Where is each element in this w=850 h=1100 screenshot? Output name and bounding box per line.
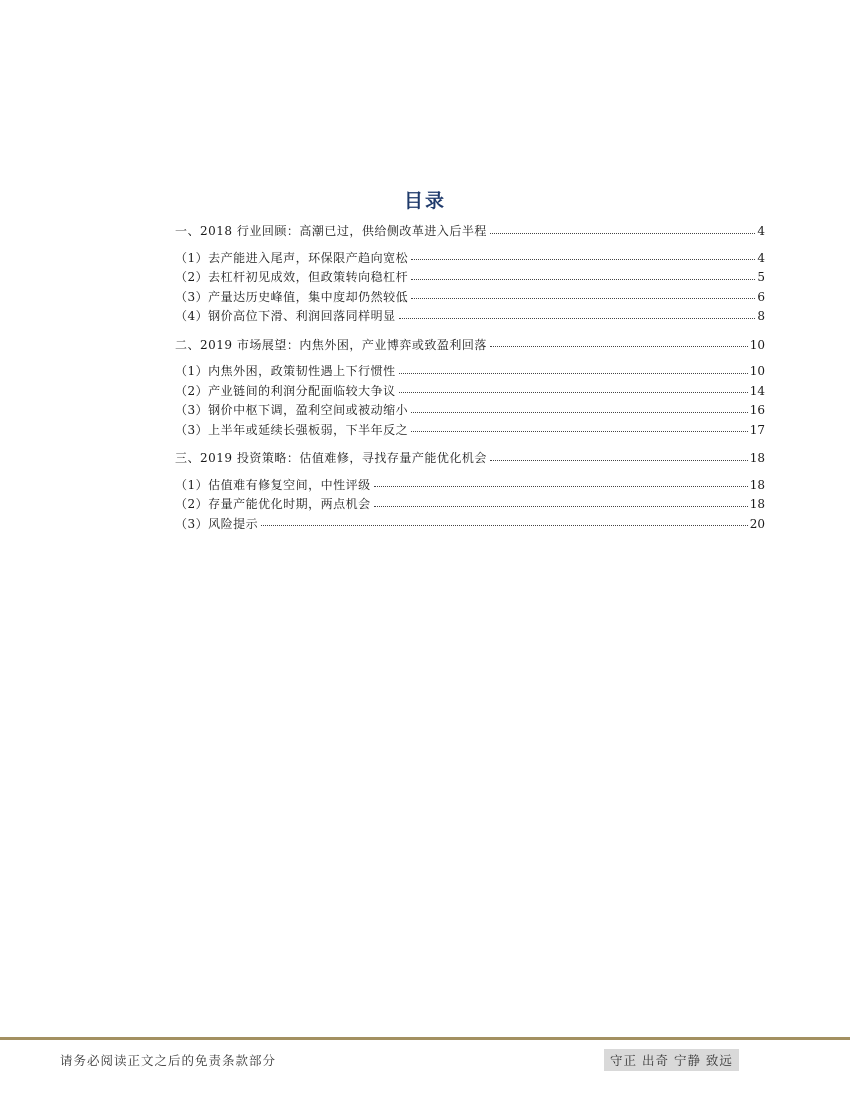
toc-entry-label: （2）存量产能优化时期，两点机会: [175, 497, 371, 511]
toc-entry-label: （3）上半年或延续长强板弱，下半年反之: [175, 422, 409, 437]
toc-page-number: 16: [749, 403, 765, 417]
dot-leader: [261, 525, 748, 526]
dot-leader: [374, 486, 748, 487]
footer-disclaimer: 请务必阅读正文之后的免责条款部分: [60, 1053, 277, 1068]
toc-page-number: 8: [757, 309, 765, 323]
toc-entry[interactable]: [175, 401, 765, 421]
toc-entry[interactable]: [175, 249, 765, 269]
toc-entry-label: （3）风险提示: [175, 516, 259, 531]
toc-entry-label: （3）钢价中枢下调，盈利空间或被动缩小: [175, 403, 409, 417]
dot-leader: [490, 460, 748, 461]
dot-leader: [399, 373, 748, 374]
toc-entry[interactable]: [175, 288, 765, 308]
toc-page-number: 4: [757, 250, 765, 265]
toc-entry-label: （4）钢价高位下滑、利润回落同样明显: [175, 309, 396, 323]
dot-leader: [374, 506, 748, 507]
toc-entry-label: （3）产量达历史峰值，集中度却仍然较低: [175, 289, 409, 304]
toc-entry-label: 一、2018 行业回顾：高潮已过，供给侧改革进入后半程: [175, 224, 487, 238]
toc-section: [175, 449, 765, 534]
toc-entry[interactable]: [175, 307, 765, 327]
toc-entry-label: （1）内焦外困，政策韧性遇上下行惯性: [175, 364, 396, 378]
dot-leader: [399, 318, 755, 319]
toc-entry-section-1[interactable]: [175, 222, 765, 242]
toc-entry[interactable]: [175, 362, 765, 382]
toc-entry-label: （2）产业链间的利润分配面临较大争议: [175, 383, 396, 398]
toc-section: [175, 336, 765, 441]
toc-entry[interactable]: [175, 268, 765, 288]
toc-page-number: 17: [749, 422, 765, 437]
table-of-contents: [175, 222, 765, 543]
dot-leader: [411, 412, 748, 413]
dot-leader: [399, 392, 748, 393]
toc-page-number: 18: [749, 497, 765, 511]
toc-page-number: 10: [749, 337, 765, 352]
toc-page-number: 18: [749, 451, 765, 465]
footer-motto: 守正 出奇 宁静 致远: [604, 1049, 739, 1071]
toc-page-number: 14: [749, 383, 765, 398]
toc-entry[interactable]: [175, 382, 765, 402]
dot-leader: [411, 279, 755, 280]
toc-page-number: 18: [749, 477, 765, 492]
dot-leader: [490, 346, 748, 347]
toc-entry[interactable]: [175, 421, 765, 441]
toc-entry[interactable]: [175, 495, 765, 515]
toc-page-number: 4: [757, 224, 765, 238]
toc-page-number: 6: [757, 289, 765, 304]
toc-entry-label: （1）去产能进入尾声，环保限产趋向宽松: [175, 250, 409, 265]
toc-entry[interactable]: [175, 515, 765, 535]
toc-page-number: 5: [757, 270, 765, 284]
toc-title: 目录: [403, 190, 446, 212]
toc-page-number: 20: [749, 516, 765, 531]
toc-entry-label: （2）去杠杆初见成效，但政策转向稳杠杆: [175, 270, 409, 284]
dot-leader: [490, 233, 755, 234]
dot-leader: [411, 431, 748, 432]
toc-entry-label: 三、2019 投资策略：估值难修，寻找存量产能优化机会: [175, 451, 487, 465]
toc-page-number: 10: [749, 364, 765, 378]
dot-leader: [411, 298, 755, 299]
toc-entry-section-2[interactable]: [175, 336, 765, 356]
footer-divider: [0, 1037, 850, 1040]
toc-section: [175, 222, 765, 327]
toc-entry-label: （1）估值难有修复空间，中性评级: [175, 477, 371, 492]
toc-entry[interactable]: [175, 476, 765, 496]
toc-entry-label: 二、2019 市场展望：内焦外困，产业博弈或致盈利回落: [175, 337, 487, 352]
toc-entry-section-3[interactable]: [175, 449, 765, 469]
dot-leader: [411, 259, 755, 260]
